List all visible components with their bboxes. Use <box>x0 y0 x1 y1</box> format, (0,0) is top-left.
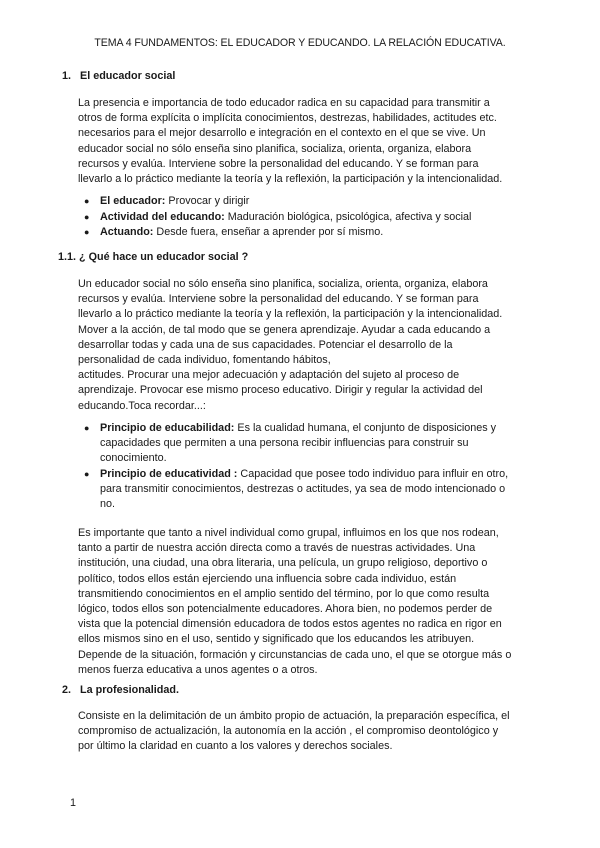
text-line: menos fuerza educativa a unos agentes o a otros. <box>78 663 318 676</box>
text-line: Mover a la acción, de tal modo que se genera aprendizaje. Ayudar a cada educando a <box>78 323 491 336</box>
section-2-number: 2. <box>62 684 72 696</box>
text-line: Un educador social no sólo enseña sino planifica, socializa, orienta, organiza, elabora <box>78 278 488 290</box>
text-line: vista que la potencial dimensión educadora de todos estos agentes no radica en rigor en <box>78 618 502 631</box>
text-line: actitudes. Procurar una mejor adecuación y adaptación del sujeto al proceso de <box>78 369 460 382</box>
text-line: educador social no sólo enseña sino planifica, socializa, orienta, organiza, elabora <box>78 142 472 155</box>
bullet-term: Actuando: <box>100 226 154 238</box>
bullet-text: Provocar y dirigir <box>165 195 250 207</box>
page-number: 1 <box>70 797 77 809</box>
list-item <box>78 421 508 467</box>
principles-bullet-list <box>78 421 508 512</box>
text-line: lógico, todos ellos son potencialmente educadores. Ahora bien, no podemos perder de <box>78 603 493 616</box>
text-line: Es importante que tanto a nivel individual como grupal, influimos en los que nos rodean, <box>78 527 499 539</box>
text-line: llevarlo a lo práctico mediante la teoría y la reflexión, la participación y la intencionalidad. <box>78 308 503 321</box>
section-1-paragraph <box>78 96 528 187</box>
text-line: compromiso de actualización, la autonomía en la acción , el compromiso deontológico y <box>78 725 499 738</box>
text-line: recursos y evalúa. Interviene sobre la personalidad del educando. Y se forman para <box>78 293 479 306</box>
section-1-heading <box>62 70 175 82</box>
bullet-text: no. <box>100 498 116 511</box>
bullet-icon: ● <box>84 227 90 237</box>
list-item <box>78 210 471 226</box>
text-line: aprendizaje. Provocar ese mismo proceso educativo. Dirigir y regular la actividad del <box>78 384 483 397</box>
bullet-term: Principio de educatividad : <box>100 467 238 480</box>
bullet-text: capacidades que permiten a una persona recibir influencias para construir su <box>100 437 469 450</box>
text-line: Consiste en la delimitación de un ámbito propio de actuación, la preparación específica, el <box>78 710 510 722</box>
section-2-paragraph <box>78 709 528 755</box>
text-line: tanto a partir de nuestra acción directa como a través de nuestras actividades. Una <box>78 542 476 555</box>
text-line: personalidad de cada individuo, fomentando hábitos, <box>78 354 331 367</box>
text-line: desarrollar todas y cada una de sus capacidades. Potenciar el desarrollo de la <box>78 338 453 351</box>
bullet-text: Desde fuera, enseñar a aprender por sí mismo. <box>153 226 384 238</box>
text-line: por último la claridad en cuanto a los valores y derechos sociales. <box>78 740 393 753</box>
text-line: institución, una ciudad, una obra literaria, una película, un grupo religioso, deportivo o <box>78 557 488 570</box>
bullet-term: Principio de educabilidad: <box>100 422 235 434</box>
bullet-icon: ● <box>84 196 90 206</box>
text-line: La presencia e importancia de todo educador radica en su capacidad para transmitir a <box>78 97 490 109</box>
bullet-icon: ● <box>84 468 90 479</box>
bullet-term: Actividad del educando: <box>100 210 225 223</box>
section-1-number: 1. <box>62 70 72 82</box>
text-line: otros de forma explícita o implícita conocimientos, destrezas, habilidades, actitudes etc. <box>78 112 497 125</box>
bullet-icon: ● <box>84 211 90 222</box>
list-item <box>78 225 471 241</box>
section-1-bullet-list <box>78 194 471 241</box>
section-1-1-heading: 1.1. ¿ Qué hace un educador social ? <box>58 251 249 263</box>
bullet-text: Maduración biológica, psicológica, afectiva y social <box>224 210 472 223</box>
text-line: educando.Toca recordar...: <box>78 399 206 412</box>
bullet-icon: ● <box>84 423 90 433</box>
section-2-title: La profesionalidad. <box>80 684 179 696</box>
text-line: recursos y evalúa. Interviene sobre la personalidad del educando. Y se forman para <box>78 157 479 170</box>
text-line: llevarlo a lo práctico mediante la teoría y la reflexión, la participación y la intencionalidad. <box>78 173 503 186</box>
text-line: Depende de la situación, formación y circunstancias de cada uno, el que se otorgue más o <box>78 648 512 661</box>
list-item <box>78 467 508 513</box>
bullet-text: conocimiento. <box>100 452 167 465</box>
text-line: transmitiendo conocimientos en el amplio sentido del término, por lo que como resulta <box>78 587 490 600</box>
text-line: político, todos ellos están ejerciendo una influencia sobre cada individuo, están <box>78 572 457 585</box>
section-2-heading <box>62 684 179 696</box>
text-line: ellos mismos sino en el uso, sentido y significado que los educandos les atribuyen. <box>78 633 475 646</box>
bullet-text: Capacidad que posee todo individuo para influir en otro, <box>237 467 509 480</box>
section-1-1-paragraph-2 <box>78 526 528 678</box>
page-header: TEMA 4 FUNDAMENTOS: EL EDUCADOR Y EDUCANDO. LA RELACIÓN EDUCATIVA. <box>94 37 506 49</box>
section-1-title: El educador social <box>80 70 176 82</box>
list-item <box>78 194 471 210</box>
bullet-text: para transmitir conocimientos, destrezas o actitudes, ya sea de modo intencionado o <box>100 482 506 495</box>
bullet-term: El educador: <box>100 195 166 207</box>
section-1-1-paragraph <box>78 277 528 414</box>
bullet-text: Es la cualidad humana, el conjunto de disposiciones y <box>234 422 497 434</box>
text-line: necesarios para el mejor desarrollo e integración en el contexto en el que se vive. Un <box>78 127 486 140</box>
